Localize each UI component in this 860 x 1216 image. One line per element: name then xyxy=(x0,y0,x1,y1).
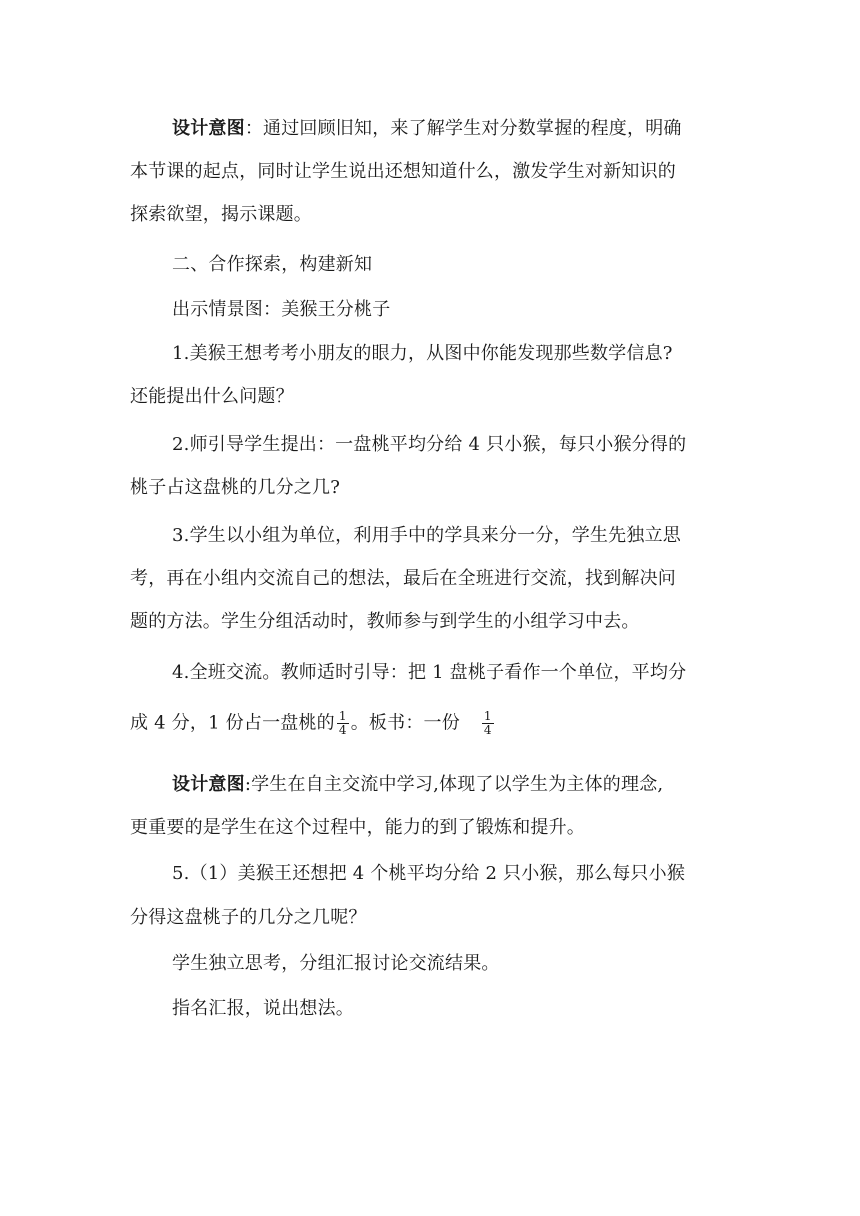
item1-line2: 还能提出什么问题？ xyxy=(130,386,294,407)
item4-line2: 成 4 分，1 份占一盘桃的 $\frac{1}{4}$ 。板书：一份 $\frac{1}{4}$ xyxy=(130,709,492,737)
item2-line1: 2.师引导学生提出：一盘桃平均分给 4 只小猴，每只小猴分得的 xyxy=(172,434,687,455)
item3-line1: 3.学生以小组为单位，利用手中的学具来分一分，学生先独立思 xyxy=(172,525,681,546)
intent2-line1: 设计意图:学生在自主交流中学习,体现了以学生为主体的理念, xyxy=(172,774,664,795)
think-line: 学生独立思考，分组汇报讨论交流结果。 xyxy=(172,953,500,974)
item3-line3: 题的方法。学生分组活动时，教师参与到学生的小组学习中去。 xyxy=(130,611,640,632)
fraction-board-quarter: $\frac{1}{4}$ xyxy=(483,709,492,737)
item2-line2: 桃子占这盘桃的几分之几? xyxy=(130,477,341,498)
intent2-line2: 更重要的是学生在这个过程中，能力的到了锻炼和提升。 xyxy=(130,817,585,838)
item3-line2: 考，再在小组内交流自己的想法，最后在全班进行交流，找到解决问 xyxy=(130,568,676,589)
item4-line1: 4.全班交流。教师适时引导：把 1 盘桃子看作一个单位，平均分 xyxy=(172,662,687,683)
intent1-line3: 探索欲望，揭示课题。 xyxy=(130,204,312,225)
scene-line: 出示情景图：美猴王分桃子 xyxy=(172,299,391,320)
fraction-one-quarter: $\frac{1}{4}$ xyxy=(338,709,347,737)
section-heading: 二、合作探索，构建新知 xyxy=(172,254,373,275)
item5-line2: 分得这盘桃子的几分之几呢？ xyxy=(130,907,367,928)
item5-line1: 5.（1）美猴王还想把 4 个桃平均分给 2 只小猴，那么每只小猴 xyxy=(172,863,686,884)
intent1-line1: 设计意图：通过回顾旧知，来了解学生对分数掌握的程度，明确 xyxy=(172,118,682,139)
intent1-label: 设计意图 xyxy=(172,118,245,139)
report-line: 指名汇报，说出想法。 xyxy=(172,998,354,1019)
item1-line1: 1.美猴王想考考小朋友的眼力，从图中你能发现那些数学信息? xyxy=(172,343,673,364)
intent2-label: 设计意图 xyxy=(172,774,245,795)
intent1-line2: 本节课的起点，同时让学生说出还想知道什么，激发学生对新知识的 xyxy=(130,161,676,182)
